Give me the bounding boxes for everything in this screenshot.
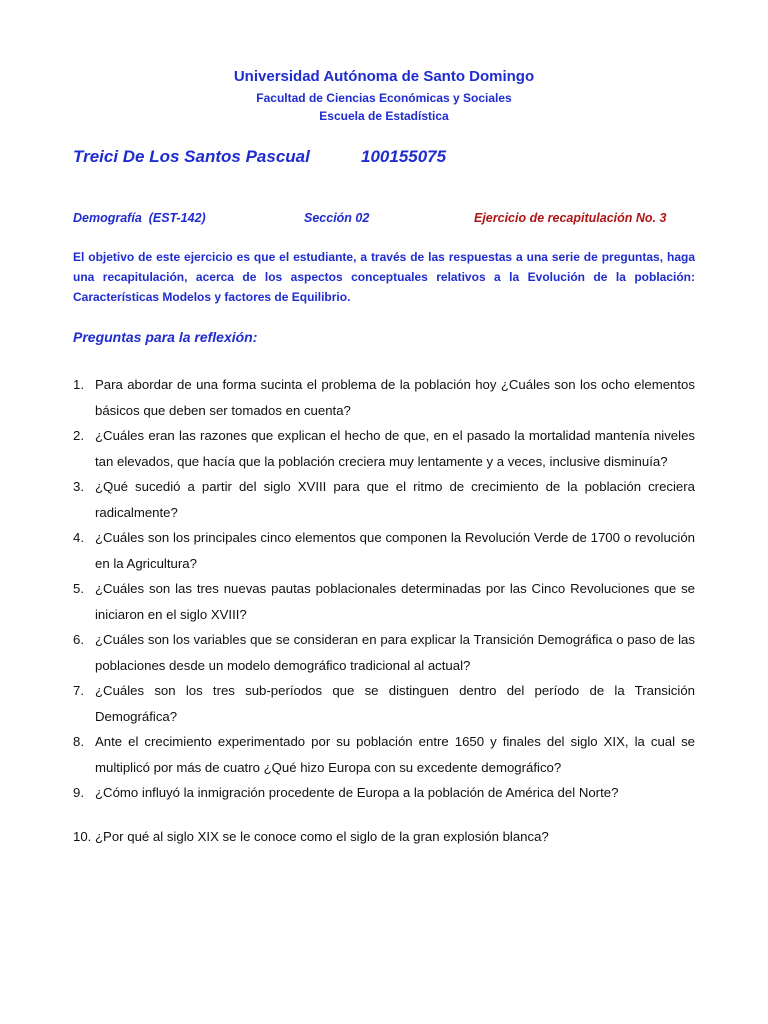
question-item — [73, 627, 695, 678]
question-text: ¿Por qué al siglo XIX se le conoce como el siglo de la gran explosión blanca? — [95, 828, 549, 844]
exercise-label: Ejercicio de recapitulación No. 3 — [474, 211, 667, 225]
student-id: 100155075 — [361, 147, 447, 166]
course-label: Demografía (EST-142) — [73, 211, 206, 225]
section-label: Sección 02 — [304, 211, 370, 225]
faculty-name: Facultad de Ciencias Económicas y Sociales — [256, 91, 512, 105]
question-item — [73, 372, 695, 423]
question-number: 7. — [73, 683, 84, 698]
question-number: 5. — [73, 581, 84, 596]
question-text: ¿Cuáles eran las razones que explican el hecho de que, en el pasado la mortalidad mantenía niveles tan elevados, que hacía que la población creciera muy lentamente y a veces, inclusive disminuía? — [95, 428, 695, 469]
question-number: 3. — [73, 479, 84, 494]
question-text: ¿Qué sucedió a partir del siglo XVIII para que el ritmo de crecimiento de la población creciera radicalmente? — [95, 479, 695, 520]
question-item — [73, 678, 695, 729]
questions-heading: Preguntas para la reflexión: — [73, 329, 258, 345]
question-item — [73, 576, 695, 627]
school-name: Escuela de Estadística — [319, 109, 449, 123]
question-text: Para abordar de una forma sucinta el problema de la población hoy ¿Cuáles son los ocho elementos básicos que deben ser tomados en cuenta? — [95, 377, 695, 418]
question-item — [73, 824, 695, 850]
question-text: ¿Cuáles son las tres nuevas pautas poblacionales determinadas por las Cinco Revoluciones que se iniciaron en el siglo XVIII? — [95, 581, 695, 622]
question-number: 10. — [73, 828, 92, 844]
university-name: Universidad Autónoma de Santo Domingo — [233, 68, 535, 85]
question-number: 8. — [73, 734, 84, 749]
question-number: 2. — [73, 428, 84, 443]
student-name: Treici De Los Santos Pascual — [73, 147, 310, 166]
question-item — [73, 423, 695, 474]
objective-paragraph: El objetivo de este ejercicio es que el estudiante, a través de las respuestas a una serie de preguntas, haga una recapitulación, acerca de los aspectos conceptuales relativos a la Evolución de la población: Características Modelos y factores de Equilibrio. — [73, 250, 695, 304]
question-text: ¿Cuáles son los principales cinco elementos que componen la Revolución Verde de 1700 o revolución en la Agricultura? — [95, 530, 695, 571]
question-number: 6. — [73, 632, 84, 647]
question-text: ¿Cuáles son los tres sub-períodos que se distinguen dentro del período de la Transición Demográfica? — [95, 683, 695, 724]
question-text: ¿Cómo influyó la inmigración procedente de Europa a la población de América del Norte? — [95, 785, 619, 800]
question-text: ¿Cuáles son los variables que se consideran en para explicar la Transición Demográfica o paso de las poblaciones desde un modelo demográfico tradicional al actual? — [95, 632, 695, 673]
question-number: 1. — [73, 377, 84, 392]
question-text: Ante el crecimiento experimentado por su población entre 1650 y finales del siglo XIX, la cual se multiplicó por más de cuatro ¿Qué hizo Europa con su excedente demográfico? — [95, 734, 695, 775]
question-item — [73, 474, 695, 525]
question-item — [73, 729, 695, 780]
question-number: 4. — [73, 530, 84, 545]
question-number: 9. — [73, 785, 84, 800]
question-item — [73, 525, 695, 576]
questions-list — [73, 372, 695, 849]
question-item — [73, 780, 695, 806]
